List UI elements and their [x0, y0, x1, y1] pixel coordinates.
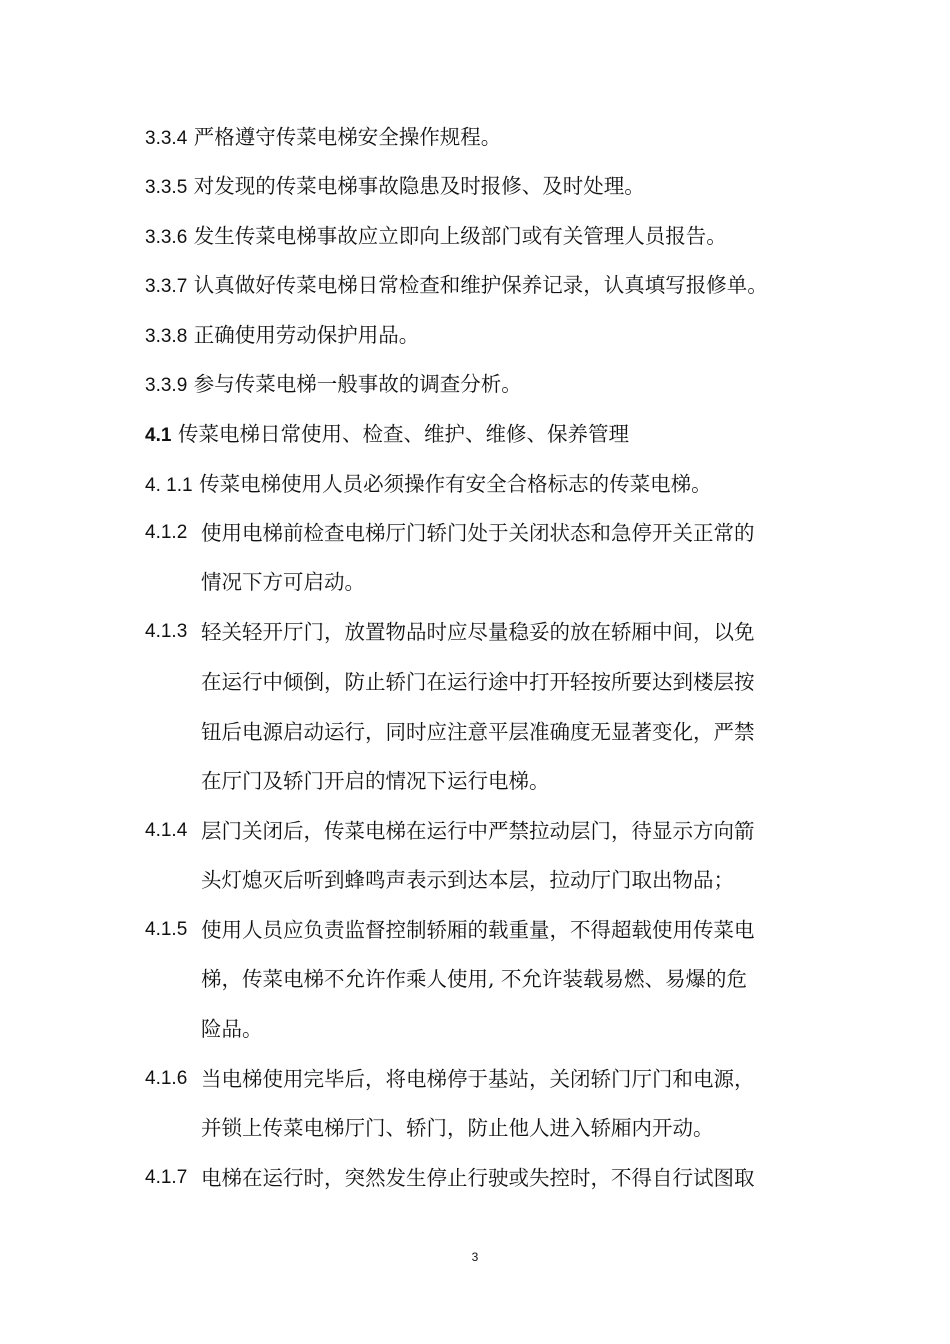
clause-text: 参与传菜电梯一般事故的调查分析。: [193, 372, 522, 396]
clause-text: 发生传菜电梯事故应立即向上级部门或有关管理人员报告。: [193, 224, 727, 248]
item-number: 4. 1.1: [145, 475, 193, 496]
clause-number: 3.3.4: [145, 128, 188, 149]
item-text-line: 头灯熄灭后听到蜂鸣声表示到达本层，拉动厅门取出物品；: [201, 868, 734, 892]
item-number: 4.1.6: [145, 1068, 188, 1089]
item-text-line: 轻关轻开厅门，放置物品时应尽量稳妥的放在轿厢中间，以免: [201, 620, 755, 644]
section-heading-4-1: [145, 420, 815, 450]
clause-number: 3.3.9: [145, 375, 188, 396]
clause-text: 正确使用劳动保护用品。: [193, 323, 420, 347]
item-text-line: 在厅门及轿门开启的情况下运行电梯。: [201, 769, 550, 793]
item-number: 4.1.5: [145, 919, 188, 940]
section-number: 4.1: [145, 425, 172, 446]
clause-3-3-5: [145, 172, 815, 202]
section-title: 传菜电梯日常使用、检查、维护、维修、保养管理: [177, 422, 629, 446]
clause-3-3-8: [145, 321, 815, 351]
clause-number: 3.3.7: [145, 276, 188, 297]
item-text-line: 当电梯使用完毕后，将电梯停于基站，关闭轿门厅门和电源，: [201, 1067, 755, 1091]
item-text-line: 层门关闭后，传菜电梯在运行中严禁拉动层门，待显示方向箭: [201, 819, 755, 843]
clause-number: 3.3.8: [145, 326, 188, 347]
item-text-line: 并锁上传菜电梯厅门、轿门，防止他人进入轿厢内开动。: [201, 1116, 714, 1140]
item-text-line: 使用人员应负责监督控制轿厢的载重量，不得超载使用传菜电: [201, 918, 755, 942]
clause-3-3-6: [145, 222, 815, 252]
clause-number: 3.3.6: [145, 227, 188, 248]
page-number: 3: [471, 1250, 479, 1264]
item-text-line: 钮后电源启动运行，同时应注意平层准确度无显著变化，严禁: [201, 720, 755, 744]
clause-3-3-4: [145, 123, 815, 153]
item-number: 4.1.3: [145, 621, 188, 642]
item-number: 4.1.4: [145, 820, 188, 841]
item-text: 传菜电梯使用人员必须操作有安全合格标志的传菜电梯。: [199, 472, 712, 496]
clause-3-3-7: [145, 271, 815, 301]
item-text-line: 使用电梯前检查电梯厅门轿门处于关闭状态和急停开关正常的: [201, 521, 755, 545]
item-number: 4.1.7: [145, 1167, 188, 1188]
item-text-line: 情况下方可启动。: [201, 570, 365, 594]
clause-number: 3.3.5: [145, 177, 188, 198]
item-text-line: 在运行中倾倒，防止轿门在运行途中打开轻按所要达到楼层按: [201, 670, 755, 694]
clause-text: 认真做好传菜电梯日常检查和维护保养记录，认真填写报修单。: [193, 273, 768, 297]
item-number: 4.1.2: [145, 522, 188, 543]
item-text-line: 梯，传菜电梯不允许作乘人使用, 不允许装载易燃、易爆的危: [201, 967, 748, 991]
item-text-line: 险品。: [201, 1017, 263, 1041]
clause-text: 严格遵守传菜电梯安全操作规程。: [193, 125, 502, 149]
item-4-1-1: [145, 470, 815, 500]
clause-3-3-9: [145, 370, 815, 400]
clause-text: 对发现的传菜电梯事故隐患及时报修、及时处理。: [193, 174, 645, 198]
item-text-line: 电梯在运行时，突然发生停止行驶或失控时，不得自行试图取: [201, 1166, 755, 1190]
